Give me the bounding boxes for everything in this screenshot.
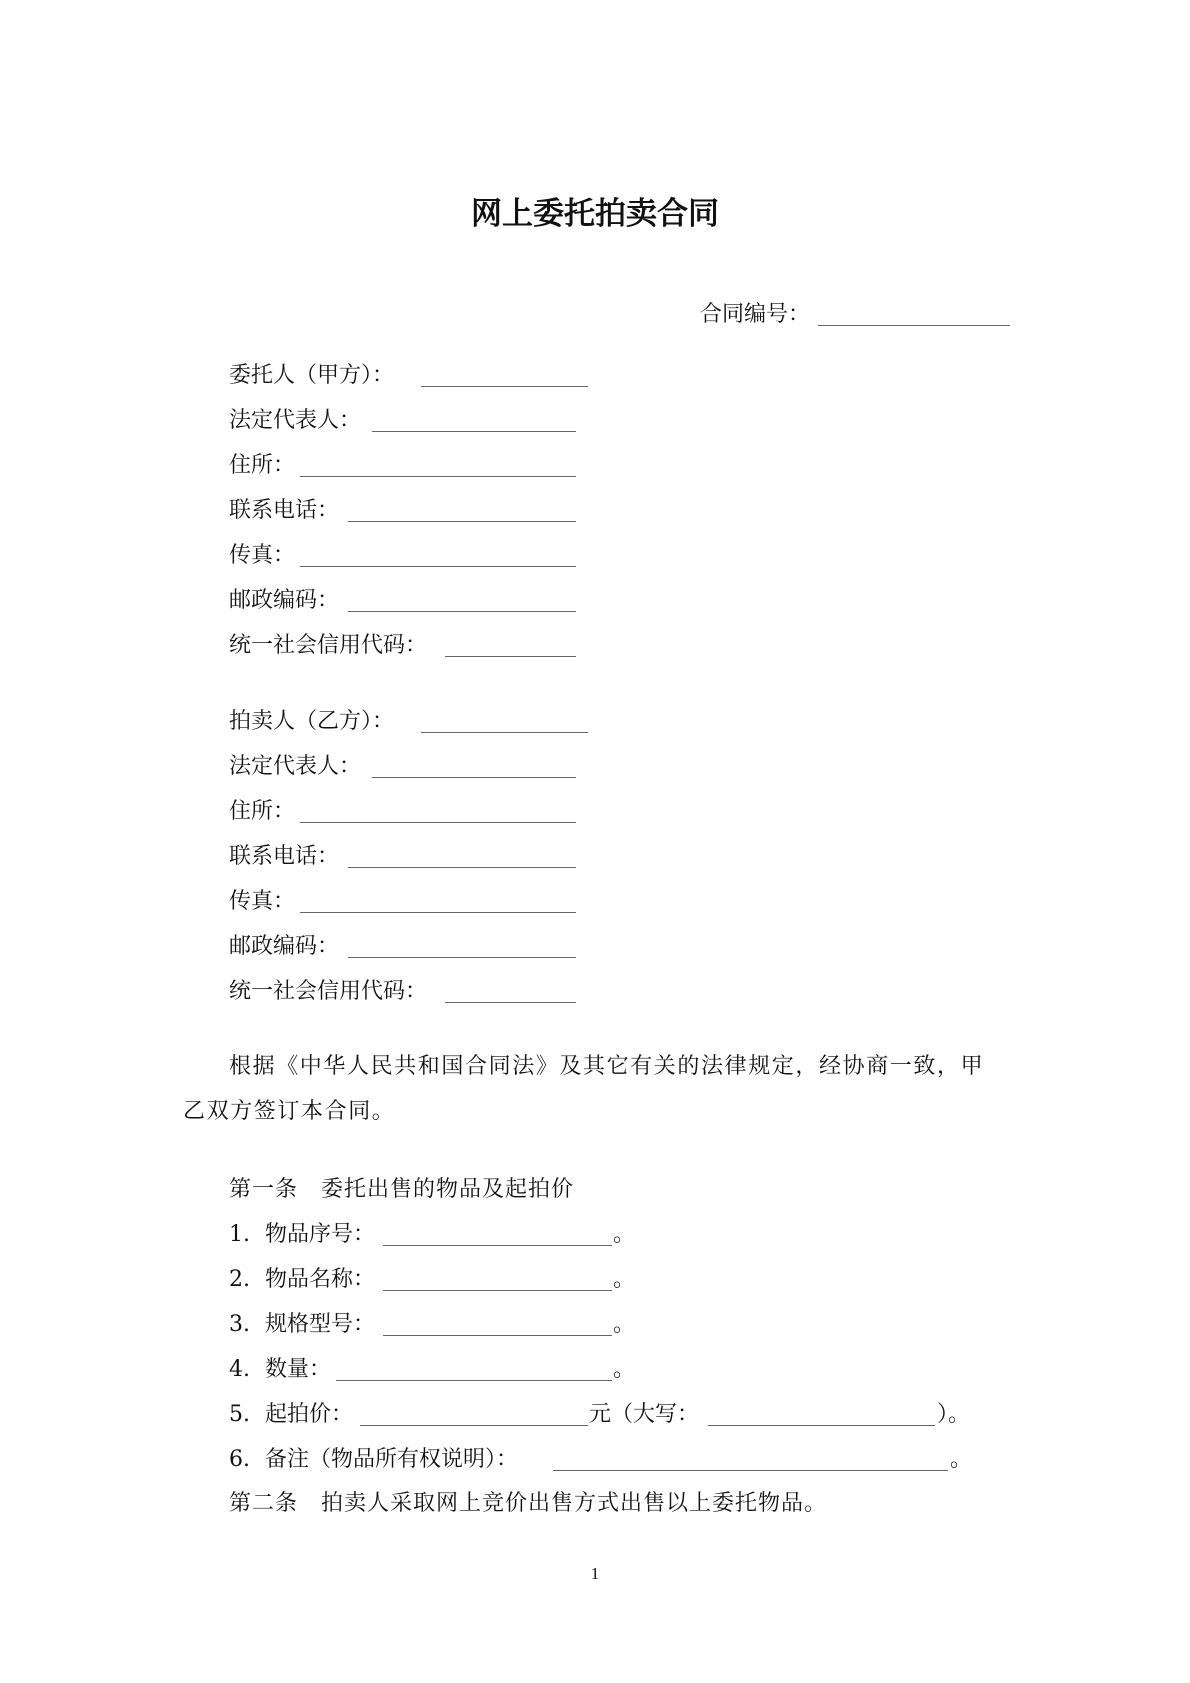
item-label: 物品序号： [265, 1222, 376, 1247]
party-a-rep-blank[interactable] [372, 431, 576, 432]
starting-price-words-blank[interactable] [708, 1425, 935, 1426]
item-end-mark: 。 [613, 1267, 636, 1292]
item-number: 3. [229, 1312, 250, 1337]
article-2-text: 第二条 拍卖人采取网上竞价出售方式出售以上委托物品。 [229, 1491, 828, 1516]
item-quantity-blank[interactable] [336, 1380, 612, 1381]
party-b-credit-code-blank[interactable] [445, 1002, 576, 1003]
item-model-blank[interactable] [383, 1335, 612, 1336]
party-b-phone-row [229, 842, 609, 872]
party-a-address-label: 住所： [229, 453, 296, 478]
item-label: 备注（物品所有权说明）： [265, 1447, 519, 1472]
party-a-postcode-label: 邮政编码： [229, 588, 340, 613]
party-a-fax-row [229, 541, 609, 571]
party-a-rep-label: 法定代表人： [229, 408, 362, 433]
starting-price-blank[interactable] [360, 1425, 588, 1426]
party-b-heading-row [229, 707, 609, 737]
item-end-mark: 。 [613, 1222, 636, 1247]
party-b-rep-blank[interactable] [372, 777, 576, 778]
item-label: 物品名称： [265, 1267, 376, 1292]
item-end-mark: 。 [613, 1357, 636, 1382]
item-end-mark: 。 [950, 1447, 973, 1472]
party-b-fax-row [229, 887, 609, 917]
party-a-credit-code-row [229, 631, 609, 661]
party-a-phone-row [229, 496, 609, 526]
item-name-blank[interactable] [383, 1290, 612, 1291]
party-a-phone-label: 联系电话： [229, 498, 340, 523]
party-b-postcode-label: 邮政编码： [229, 934, 340, 959]
party-b-address-blank[interactable] [300, 822, 576, 823]
party-a-phone-blank[interactable] [348, 521, 576, 522]
contract-number-blank[interactable] [818, 325, 1010, 326]
article-1-item-6 [229, 1445, 1009, 1475]
party-b-rep-label: 法定代表人： [229, 754, 362, 779]
item-number: 4. [229, 1357, 250, 1382]
item-number: 6. [229, 1447, 250, 1472]
party-b-postcode-row [229, 932, 609, 962]
preamble-line-2: 乙双方签订本合同。 [183, 1099, 396, 1124]
item-number: 1. [229, 1222, 250, 1247]
contract-number-row [700, 300, 1020, 330]
document-title: 网上委托拍卖合同 [471, 196, 719, 232]
party-a-name-blank[interactable] [421, 386, 588, 387]
party-a-address-blank[interactable] [300, 476, 576, 477]
party-a-rep-row [229, 406, 609, 436]
item-end-mark: 。 [613, 1312, 636, 1337]
party-a-postcode-row [229, 586, 609, 616]
party-a-postcode-blank[interactable] [348, 611, 576, 612]
party-b-phone-blank[interactable] [348, 867, 576, 868]
article-1-item-1 [229, 1220, 649, 1250]
party-b-fax-blank[interactable] [300, 912, 576, 913]
party-a-credit-code-blank[interactable] [445, 656, 576, 657]
item-mid-text: 元（大写： [589, 1402, 700, 1427]
article-1-item-3 [229, 1310, 649, 1340]
party-b-postcode-blank[interactable] [348, 957, 576, 958]
item-label: 数量： [265, 1357, 332, 1382]
page-number: 1 [590, 1564, 600, 1583]
contract-number-label: 合同编号： [700, 302, 811, 327]
party-b-address-label: 住所： [229, 799, 296, 824]
party-b-phone-label: 联系电话： [229, 844, 340, 869]
party-b-credit-code-label: 统一社会信用代码： [229, 979, 428, 1004]
item-end-mark: ）。 [937, 1402, 971, 1427]
article-1-item-2 [229, 1265, 649, 1295]
party-a-credit-code-label: 统一社会信用代码： [229, 633, 428, 658]
article-1-item-4 [229, 1355, 649, 1385]
party-a-fax-blank[interactable] [300, 566, 576, 567]
party-a-heading: 委托人（甲方）： [229, 363, 395, 388]
party-b-address-row [229, 797, 609, 827]
item-number: 5. [229, 1402, 250, 1427]
party-b-rep-row [229, 752, 609, 782]
preamble-line-1: 根据《中华人民共和国合同法》及其它有关的法律规定，经协商一致，甲 [229, 1054, 985, 1079]
party-b-fax-label: 传真： [229, 889, 296, 914]
item-number: 2. [229, 1267, 250, 1292]
item-label: 起拍价： [265, 1402, 354, 1427]
item-label: 规格型号： [265, 1312, 376, 1337]
item-serial-blank[interactable] [383, 1245, 612, 1246]
ownership-note-blank[interactable] [553, 1470, 948, 1471]
party-a-heading-row [229, 361, 609, 391]
party-a-address-row [229, 451, 609, 481]
party-b-name-blank[interactable] [421, 732, 588, 733]
party-a-fax-label: 传真： [229, 543, 296, 568]
party-b-heading: 拍卖人（乙方）： [229, 709, 395, 734]
article-1-item-5 [229, 1400, 1009, 1430]
article-1-heading: 第一条 委托出售的物品及起拍价 [229, 1177, 575, 1202]
party-b-credit-code-row [229, 977, 609, 1007]
